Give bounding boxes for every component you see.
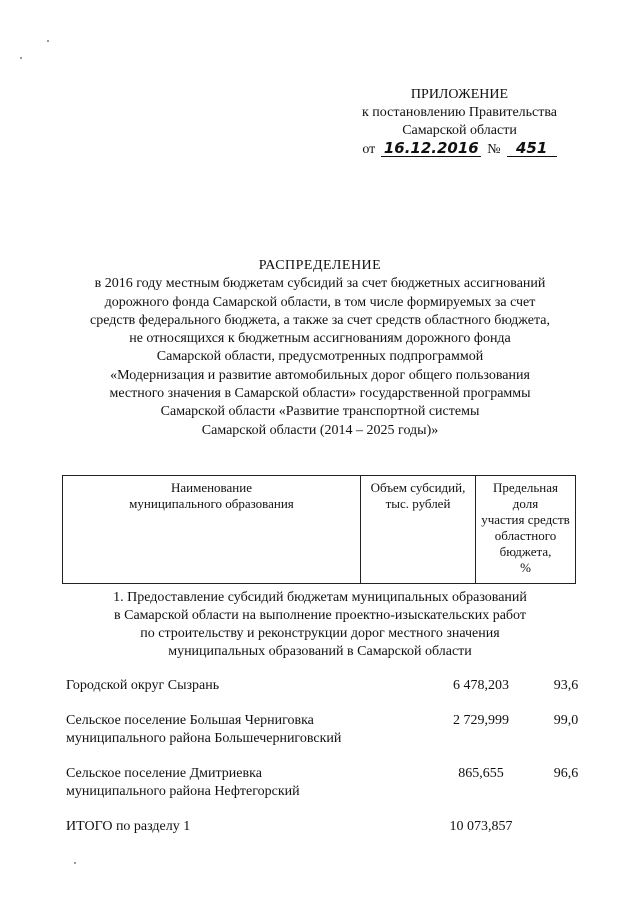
section-line: муниципальных образований в Самарской области <box>168 644 472 659</box>
share-percent: 96,6 <box>553 766 579 781</box>
table-header-row <box>63 476 576 584</box>
column-header-share <box>476 476 576 584</box>
municipality-name <box>66 765 366 801</box>
share-percent: 93,6 <box>553 678 579 693</box>
title-line: дорожного фонда Самарской области, в том числе формируемых за счет <box>104 294 536 310</box>
number-label: № <box>487 142 501 157</box>
scan-speck <box>47 40 49 42</box>
column-header-amount-line: Объем субсидий, <box>370 480 466 495</box>
section-line: по строительству и реконструкции дорог местного значения <box>140 626 500 641</box>
subsidy-amount: 6 478,203 <box>453 678 509 693</box>
title-line: Самарской области, предусмотренных подпрограммой <box>156 349 484 365</box>
column-header-share-line: доля <box>512 496 539 511</box>
municipality-name-line: муниципального района Большечерниговский <box>66 731 342 746</box>
section-line: в Самарской области на выполнение проектно-изыскательских работ <box>114 608 526 623</box>
annex-block <box>352 86 567 159</box>
scan-speck <box>20 57 22 59</box>
column-header-amount <box>360 476 475 584</box>
title-line: в 2016 году местным бюджетам субсидий за счет бюджетных ассигнований <box>94 276 546 292</box>
column-header-share-line: бюджета, <box>499 544 552 559</box>
table-header <box>62 475 576 584</box>
municipality-name-line: Городской округ Сызрань <box>66 678 220 693</box>
municipality-name <box>66 712 366 748</box>
annex-title: ПРИЛОЖЕНИЕ <box>410 87 509 102</box>
handwritten-number: 451 <box>507 140 557 157</box>
column-header-name-line: Наименование <box>170 480 252 495</box>
title-line: местного значения в Самарской области» государственной программы <box>109 386 531 402</box>
title-line: «Модернизация и развитие автомобильных дорог общего пользования <box>110 367 530 383</box>
annex-reference <box>352 140 567 159</box>
from-label: от <box>362 142 376 157</box>
column-header-share-line: % <box>520 560 531 575</box>
municipality-name-line: муниципального района Нефтегорский <box>66 784 300 799</box>
total-label: ИТОГО по разделу 1 <box>66 819 191 834</box>
municipality-name <box>66 677 366 695</box>
column-header-share-line: областного <box>494 528 557 543</box>
title-heading: РАСПРЕДЕЛЕНИЕ <box>258 258 382 273</box>
column-header-share-line: участия средств <box>481 512 570 527</box>
subsidy-amount: 865,655 <box>458 766 504 781</box>
column-header-name <box>63 476 361 584</box>
handwritten-date: 16.12.2016 <box>381 140 481 157</box>
annex-line-2: Самарской области <box>402 123 517 138</box>
municipality-name-line: Сельское поселение Большая Черниговка <box>66 713 314 728</box>
section-heading <box>80 589 560 661</box>
share-percent: 99,0 <box>553 713 579 728</box>
scan-speck <box>74 862 76 864</box>
subsidy-amount: 2 729,999 <box>453 713 509 728</box>
municipality-name-line: Сельское поселение Дмитриевка <box>66 766 262 781</box>
total-amount: 10 073,857 <box>449 819 513 834</box>
title-line: Самарской области (2014 – 2025 годы)» <box>201 422 439 438</box>
document-title <box>60 257 580 440</box>
title-line: средств федерального бюджета, а также за счет средств областного бюджета, <box>89 312 550 328</box>
column-header-amount-line: тыс. рублей <box>385 496 451 511</box>
title-line: Самарской области «Развитие транспортной системы <box>160 404 480 420</box>
annex-line-1: к постановлению Правительства <box>361 105 558 120</box>
column-header-share-line: Предельная <box>493 480 559 495</box>
title-line: не относящихся к бюджетным ассигнованиям дорожного фонда <box>129 331 511 347</box>
column-header-name-line: муниципального образования <box>129 496 294 511</box>
section-line: 1. Предоставление субсидий бюджетам муниципальных образований <box>113 590 527 605</box>
